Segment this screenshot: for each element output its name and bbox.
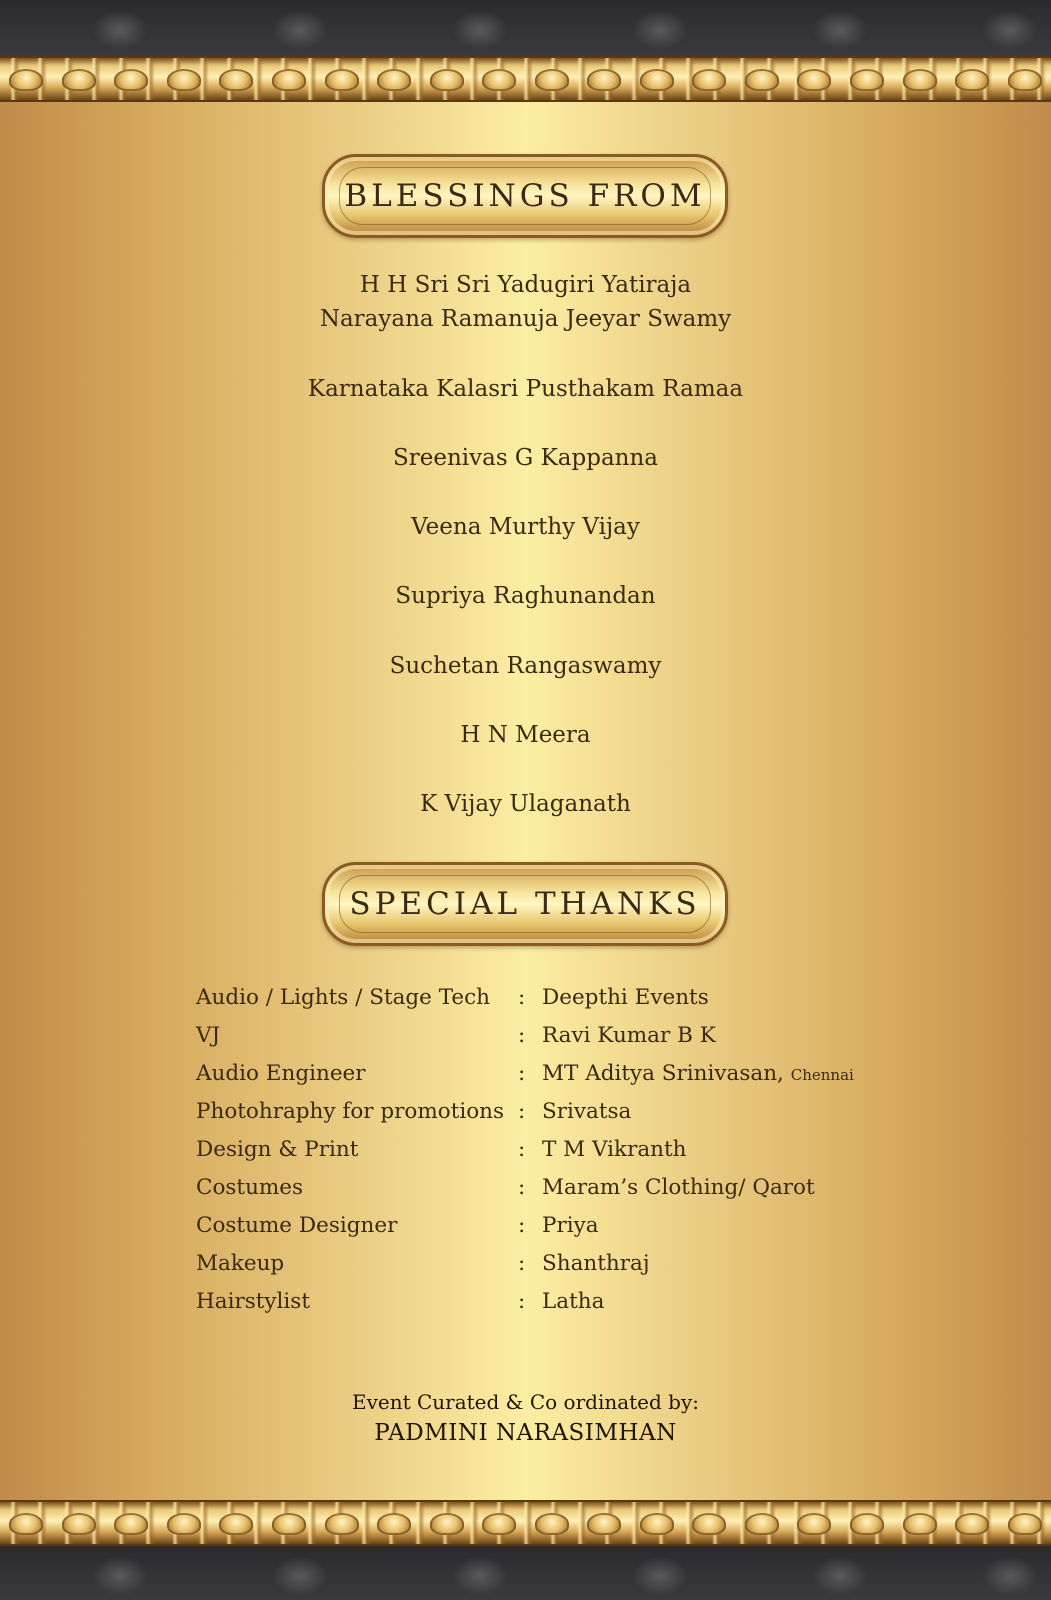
border-motif-icon xyxy=(745,69,779,91)
blessings-heading-plaque xyxy=(322,154,728,238)
thanks-separator: : xyxy=(518,1023,526,1048)
border-motif-icon xyxy=(1008,69,1042,91)
thanks-credit xyxy=(542,985,709,1010)
blessing-name: Suchetan Rangaswamy xyxy=(389,653,662,679)
thanks-row xyxy=(196,1061,896,1099)
thanks-separator: : xyxy=(518,985,526,1010)
thanks-credit xyxy=(542,1061,854,1086)
thanks-credit xyxy=(542,1251,650,1276)
border-motif-icon xyxy=(955,69,989,91)
thanks-credit-name: Ravi Kumar B K xyxy=(542,1023,716,1048)
thanks-separator: : xyxy=(518,1099,526,1124)
thanks-row xyxy=(196,1137,896,1175)
border-motif-icon xyxy=(850,1513,884,1535)
thanks-row xyxy=(196,1023,896,1061)
blessings-heading: BLESSINGS FROM xyxy=(344,178,706,214)
thanks-row xyxy=(196,1289,896,1327)
blessing-name: Karnataka Kalasri Pusthakam Ramaa xyxy=(307,376,744,402)
border-motif-icon xyxy=(62,1513,96,1535)
thanks-credit-name: Maram’s Clothing/ Qarot xyxy=(542,1175,815,1200)
thanks-credit xyxy=(542,1099,631,1124)
bottom-gold-border xyxy=(0,1500,1051,1546)
thanks-row xyxy=(196,985,896,1023)
thanks-credit xyxy=(542,1175,815,1200)
border-motif-icon xyxy=(430,1513,464,1535)
special-thanks-heading: SPECIAL THANKS xyxy=(349,886,701,922)
thanks-separator: : xyxy=(518,1061,526,1086)
curator-name: PADMINI NARASIMHAN xyxy=(374,1420,677,1446)
border-motif-icon xyxy=(482,1513,516,1535)
thanks-role: Audio / Lights / Stage Tech xyxy=(196,985,491,1010)
border-motif-icon xyxy=(640,69,674,91)
thanks-credit-name: Srivatsa xyxy=(542,1099,632,1124)
thanks-role: Costumes xyxy=(196,1175,304,1200)
thanks-credit xyxy=(542,1213,599,1238)
curated-by-label: Event Curated & Co ordinated by: xyxy=(351,1390,700,1414)
blessing-name: Sreenivas G Kappanna xyxy=(392,445,659,471)
border-motif-icon xyxy=(903,1513,937,1535)
border-motif-icon xyxy=(62,69,96,91)
thanks-credit xyxy=(542,1137,687,1162)
thanks-credit-name: Priya xyxy=(542,1213,599,1238)
top-ornamental-band xyxy=(0,0,1051,56)
border-motif-icon xyxy=(903,69,937,91)
blessing-name: H H Sri Sri Yadugiri Yatiraja xyxy=(359,272,692,298)
border-motif-icon xyxy=(692,69,726,91)
border-motif-icon xyxy=(377,69,411,91)
blessing-name: Supriya Raghunandan xyxy=(395,583,656,609)
border-motif-icon xyxy=(114,1513,148,1535)
border-motif-icon xyxy=(797,1513,831,1535)
border-motif-icon xyxy=(587,69,621,91)
thanks-row xyxy=(196,1099,896,1137)
thanks-role: Makeup xyxy=(196,1251,285,1276)
border-motif-icon xyxy=(325,69,359,91)
blessing-name: Narayana Ramanuja Jeeyar Swamy xyxy=(319,306,732,332)
thanks-role: Photohraphy for promotions xyxy=(196,1099,505,1124)
border-motif-icon xyxy=(955,1513,989,1535)
border-motif-icon xyxy=(325,1513,359,1535)
blessing-name: K Vijay Ulaganath xyxy=(420,791,631,817)
thanks-role: Audio Engineer xyxy=(196,1061,366,1086)
border-motif-icon xyxy=(219,69,253,91)
thanks-row xyxy=(196,1251,896,1289)
border-motif-icon xyxy=(272,1513,306,1535)
border-motif-icon xyxy=(692,1513,726,1535)
border-motif-icon xyxy=(535,1513,569,1535)
border-motif-icon xyxy=(9,1513,43,1535)
thanks-row xyxy=(196,1213,896,1251)
thanks-role: Costume Designer xyxy=(196,1213,398,1238)
border-motif-icon xyxy=(745,1513,779,1535)
blessing-name: Veena Murthy Vijay xyxy=(411,514,640,540)
thanks-separator: : xyxy=(518,1213,526,1238)
border-motif-icon xyxy=(167,1513,201,1535)
thanks-credit-name: Deepthi Events xyxy=(542,985,709,1010)
thanks-role: Design & Print xyxy=(196,1137,359,1162)
border-motif-icon xyxy=(797,69,831,91)
thanks-role: Hairstylist xyxy=(196,1289,310,1314)
thanks-credit-name: MT Aditya Srinivasan, xyxy=(542,1061,784,1086)
thanks-credit-name: T M Vikranth xyxy=(542,1137,687,1162)
border-motif-icon xyxy=(640,1513,674,1535)
border-motif-icon xyxy=(430,69,464,91)
special-thanks-heading-plaque xyxy=(322,862,728,946)
blessing-name: H N Meera xyxy=(460,722,591,748)
thanks-separator: : xyxy=(518,1175,526,1200)
border-motif-icon xyxy=(1008,1513,1042,1535)
border-motif-icon xyxy=(535,69,569,91)
thanks-credit-name: Shanthraj xyxy=(542,1251,650,1276)
border-motif-icon xyxy=(219,1513,253,1535)
thanks-separator: : xyxy=(518,1289,526,1314)
thanks-separator: : xyxy=(518,1251,526,1276)
border-motif-icon xyxy=(9,69,43,91)
border-motif-icon xyxy=(114,69,148,91)
thanks-credit-name: Latha xyxy=(542,1289,605,1314)
thanks-credit-note: Chennai xyxy=(790,1066,854,1084)
border-motif-icon xyxy=(482,69,516,91)
top-gold-border xyxy=(0,56,1051,102)
thanks-credit xyxy=(542,1289,604,1314)
border-motif-icon xyxy=(377,1513,411,1535)
border-motif-icon xyxy=(850,69,884,91)
thanks-row xyxy=(196,1175,896,1213)
border-motif-icon xyxy=(167,69,201,91)
thanks-credit xyxy=(542,1023,716,1048)
bottom-ornamental-band xyxy=(0,1546,1051,1600)
border-motif-icon xyxy=(272,69,306,91)
thanks-separator: : xyxy=(518,1137,526,1162)
thanks-role: VJ xyxy=(196,1023,221,1048)
border-motif-icon xyxy=(587,1513,621,1535)
